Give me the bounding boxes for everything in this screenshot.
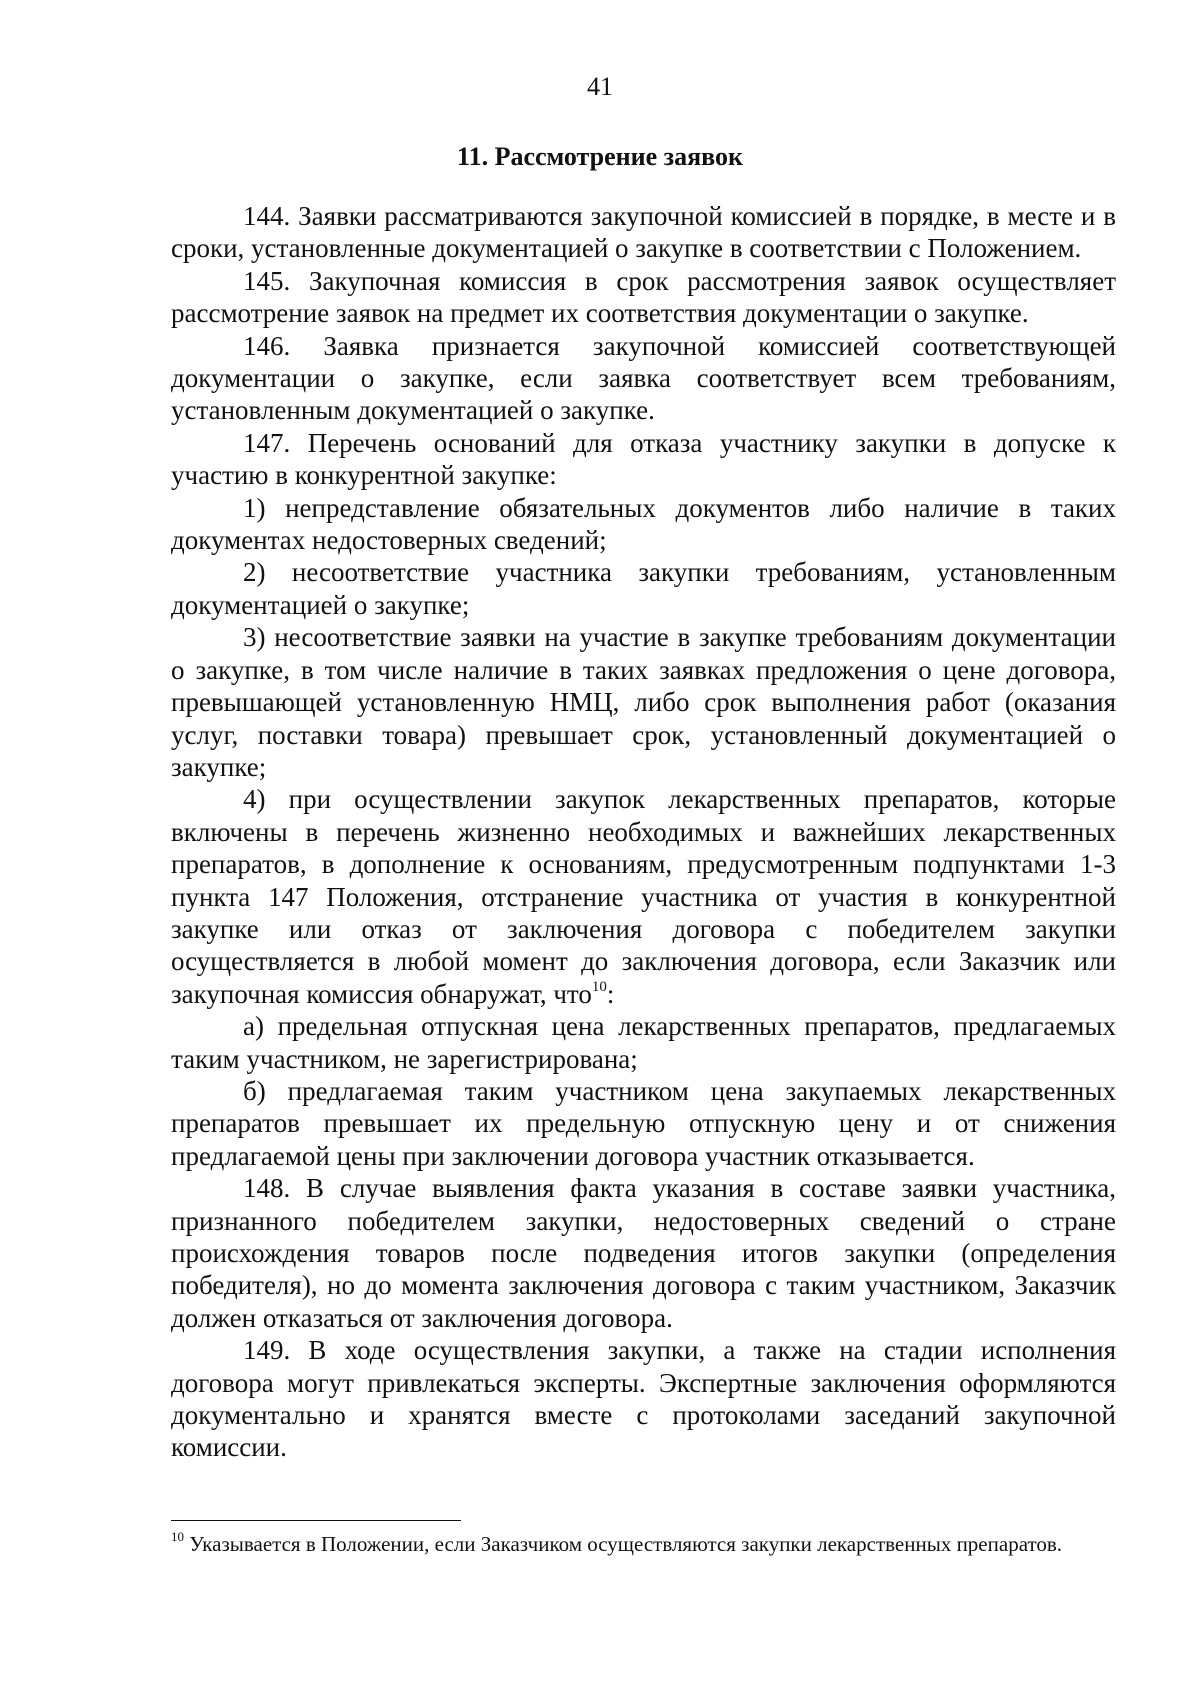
section-body [171, 200, 1116, 1464]
paragraph-148: 148. В случае выявления факта указания в составе заявки участника, признанного победителем закупки, недостоверных сведений о стране происхождения товаров после подведения итогов закупки (определения победителя), но до момента заключения договора с таким участником, Заказчик должен отказаться от заключения договора. [171, 1173, 1116, 1333]
paragraph-146: 146. Заявка признается закупочной комиссией соответствующей документации о закупке, если заявка соответствует всем требованиям, установленным документацией о закупке. [171, 330, 1116, 426]
footnote-reference[interactable]: 10 [591, 978, 607, 995]
list-item-147-4 [171, 783, 1116, 1010]
list-item-147-4-b: б) предлагаемая таким участником цена закупаемых лекарственных препаратов превышает их предельную отпускную цену и от снижения предлагаемой цены при заключении договора участник отказывается. [171, 1075, 1116, 1171]
paragraph-147: 147. Перечень оснований для отказа участнику закупки в допуске к участию в конкурентной закупке: [171, 427, 1116, 491]
footnote-reference-colon: : [606, 978, 615, 1009]
paragraph-145: 145. Закупочная комиссия в срок рассмотрения заявок осуществляет рассмотрение заявок на предмет их соответствия документации о закупке. [171, 265, 1116, 329]
footnote-number: 10 [171, 1529, 184, 1544]
footnote-text: Указывается в Положении, если Заказчиком осуществляются закупки лекарственных препаратов. [189, 1532, 1063, 1556]
list-item-147-3: 3) несоответствие заявки на участие в закупке требованиям документации о закупке, в том числе наличие в таких заявках предложения о цене договора, превышающей установленную НМЦ, либо срок выполнения работ (оказания услуг, поставки товара) превышает срок, установленный документацией о закупке; [171, 622, 1116, 782]
paragraph-144: 144. Заявки рассматриваются закупочной комиссией в порядке, в месте и в сроки, установленные документацией о закупке в соответствии с Положением. [171, 201, 1116, 264]
footnote [171, 1530, 1116, 1558]
list-item-147-1: 1) непредставление обязательных документов либо наличие в таких документах недостоверных сведений; [171, 492, 1116, 556]
list-item-147-4-text: 4) при осуществлении закупок лекарственных препаратов, которые включены в перечень жизненно необходимых и важнейших лекарственных препаратов, в дополнение к основаниям, предусмотренным подпунктами 1-3 пункта 147 Положения, отстранение участника от участия в конкурентной закупке или отказ от заключения договора с победителем закупки осуществляется в любой момент до заключения договора, если Заказчик или закупочная комиссия обнаружат, что [171, 784, 1116, 1009]
paragraph-149: 149. В ходе осуществления закупки, а также на стадии исполнения договора могут привлекаться эксперты. Экспертные заключения оформляются документально и хранятся вместе с протоколами заседаний закупочной комиссии. [171, 1335, 1116, 1463]
section-heading: 11. Рассмотрение заявок [457, 142, 743, 171]
list-item-147-2: 2) несоответствие участника закупки требованиям, установленным документацией о закупке; [171, 557, 1116, 620]
list-item-147-4-a: а) предельная отпускная цена лекарственных препаратов, предлагаемых таким участником, не зарегистрирована; [171, 1011, 1116, 1074]
footnote-separator [171, 1520, 461, 1521]
page-number: 41 [587, 72, 613, 101]
